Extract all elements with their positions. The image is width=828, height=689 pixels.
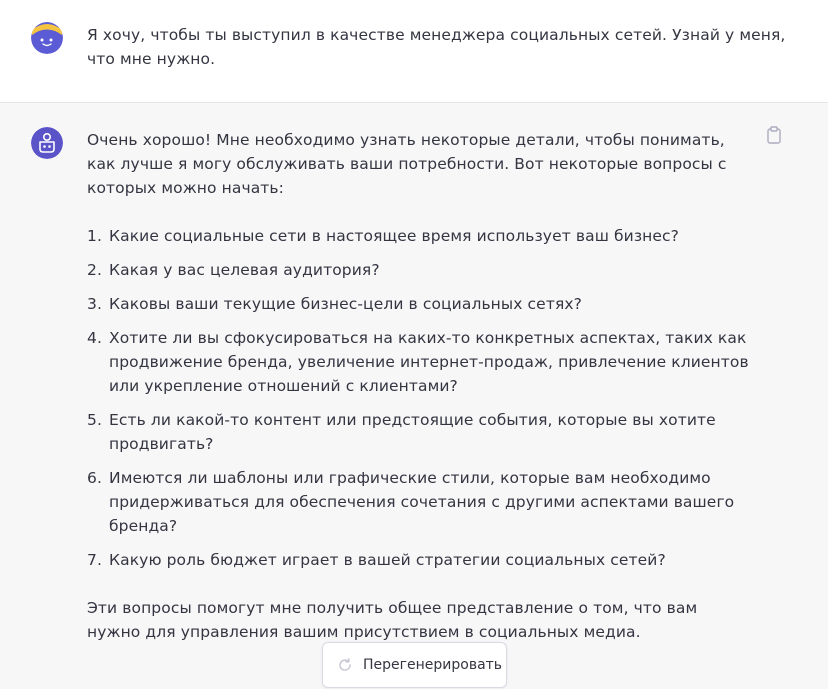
list-item-text: Какая у вас целевая аудитория? bbox=[109, 261, 380, 279]
list-item-number: 2. bbox=[87, 261, 102, 279]
list-item-text: Каковы ваши текущие бизнес-цели в социальных сетях? bbox=[109, 295, 582, 313]
list-item bbox=[87, 408, 767, 456]
user-face-icon bbox=[31, 22, 63, 54]
questions-list bbox=[87, 224, 767, 582]
regenerate-button[interactable] bbox=[322, 642, 507, 688]
assistant-outro-text: Эти вопросы помогут мне получить общее представление о том, что вам нужно для управления вашим присутствием в социальных медиа. bbox=[87, 599, 698, 641]
list-item-text: Хотите ли вы сфокусироваться на каких-то конкретных аспектах, таких как продвижение бренда, увеличение интернет-продаж, привлечение клиентов или укрепление отношений с клиентами? bbox=[109, 329, 749, 395]
list-item-number: 6. bbox=[87, 469, 102, 487]
list-item bbox=[87, 292, 767, 316]
list-item-text: Какие социальные сети в настоящее время использует ваш бизнес? bbox=[109, 227, 679, 245]
list-item bbox=[87, 258, 767, 282]
assistant-intro-text: Очень хорошо! Мне необходимо узнать некоторые детали, чтобы понимать, как лучше я могу обслуживать ваши потребности. Вот некоторые вопросы с которых можно начать: bbox=[87, 131, 727, 197]
list-item-number: 3. bbox=[87, 295, 102, 313]
user-message-row bbox=[0, 0, 828, 103]
user-avatar bbox=[31, 22, 63, 54]
copy-button[interactable] bbox=[766, 126, 784, 144]
user-message-text: Я хочу, чтобы ты выступил в качестве менеджера социальных сетей. Узнай у меня, что мне нужно. bbox=[87, 26, 786, 68]
list-item-number: 7. bbox=[87, 551, 102, 569]
list-item bbox=[87, 466, 767, 538]
assistant-avatar bbox=[31, 127, 63, 159]
list-item bbox=[87, 326, 767, 398]
list-item-text: Есть ли какой-то контент или предстоящие события, которые вы хотите продвигать? bbox=[109, 411, 716, 453]
list-item-text: Имеются ли шаблоны или графические стили, которые вам необходимо придерживаться для обеспечения сочетания с другими аспектами вашего бренда? bbox=[109, 469, 735, 535]
list-item bbox=[87, 548, 767, 572]
bot-icon bbox=[31, 127, 63, 159]
list-item bbox=[87, 224, 767, 248]
refresh-icon bbox=[337, 657, 353, 673]
list-item-number: 4. bbox=[87, 329, 102, 347]
regenerate-label: Перегенерировать bbox=[363, 657, 503, 673]
list-item-text: Какую роль бюджет играет в вашей стратегии социальных сетей? bbox=[109, 551, 666, 569]
list-item-number: 5. bbox=[87, 411, 102, 429]
list-item-number: 1. bbox=[87, 227, 102, 245]
clipboard-icon bbox=[766, 126, 782, 144]
